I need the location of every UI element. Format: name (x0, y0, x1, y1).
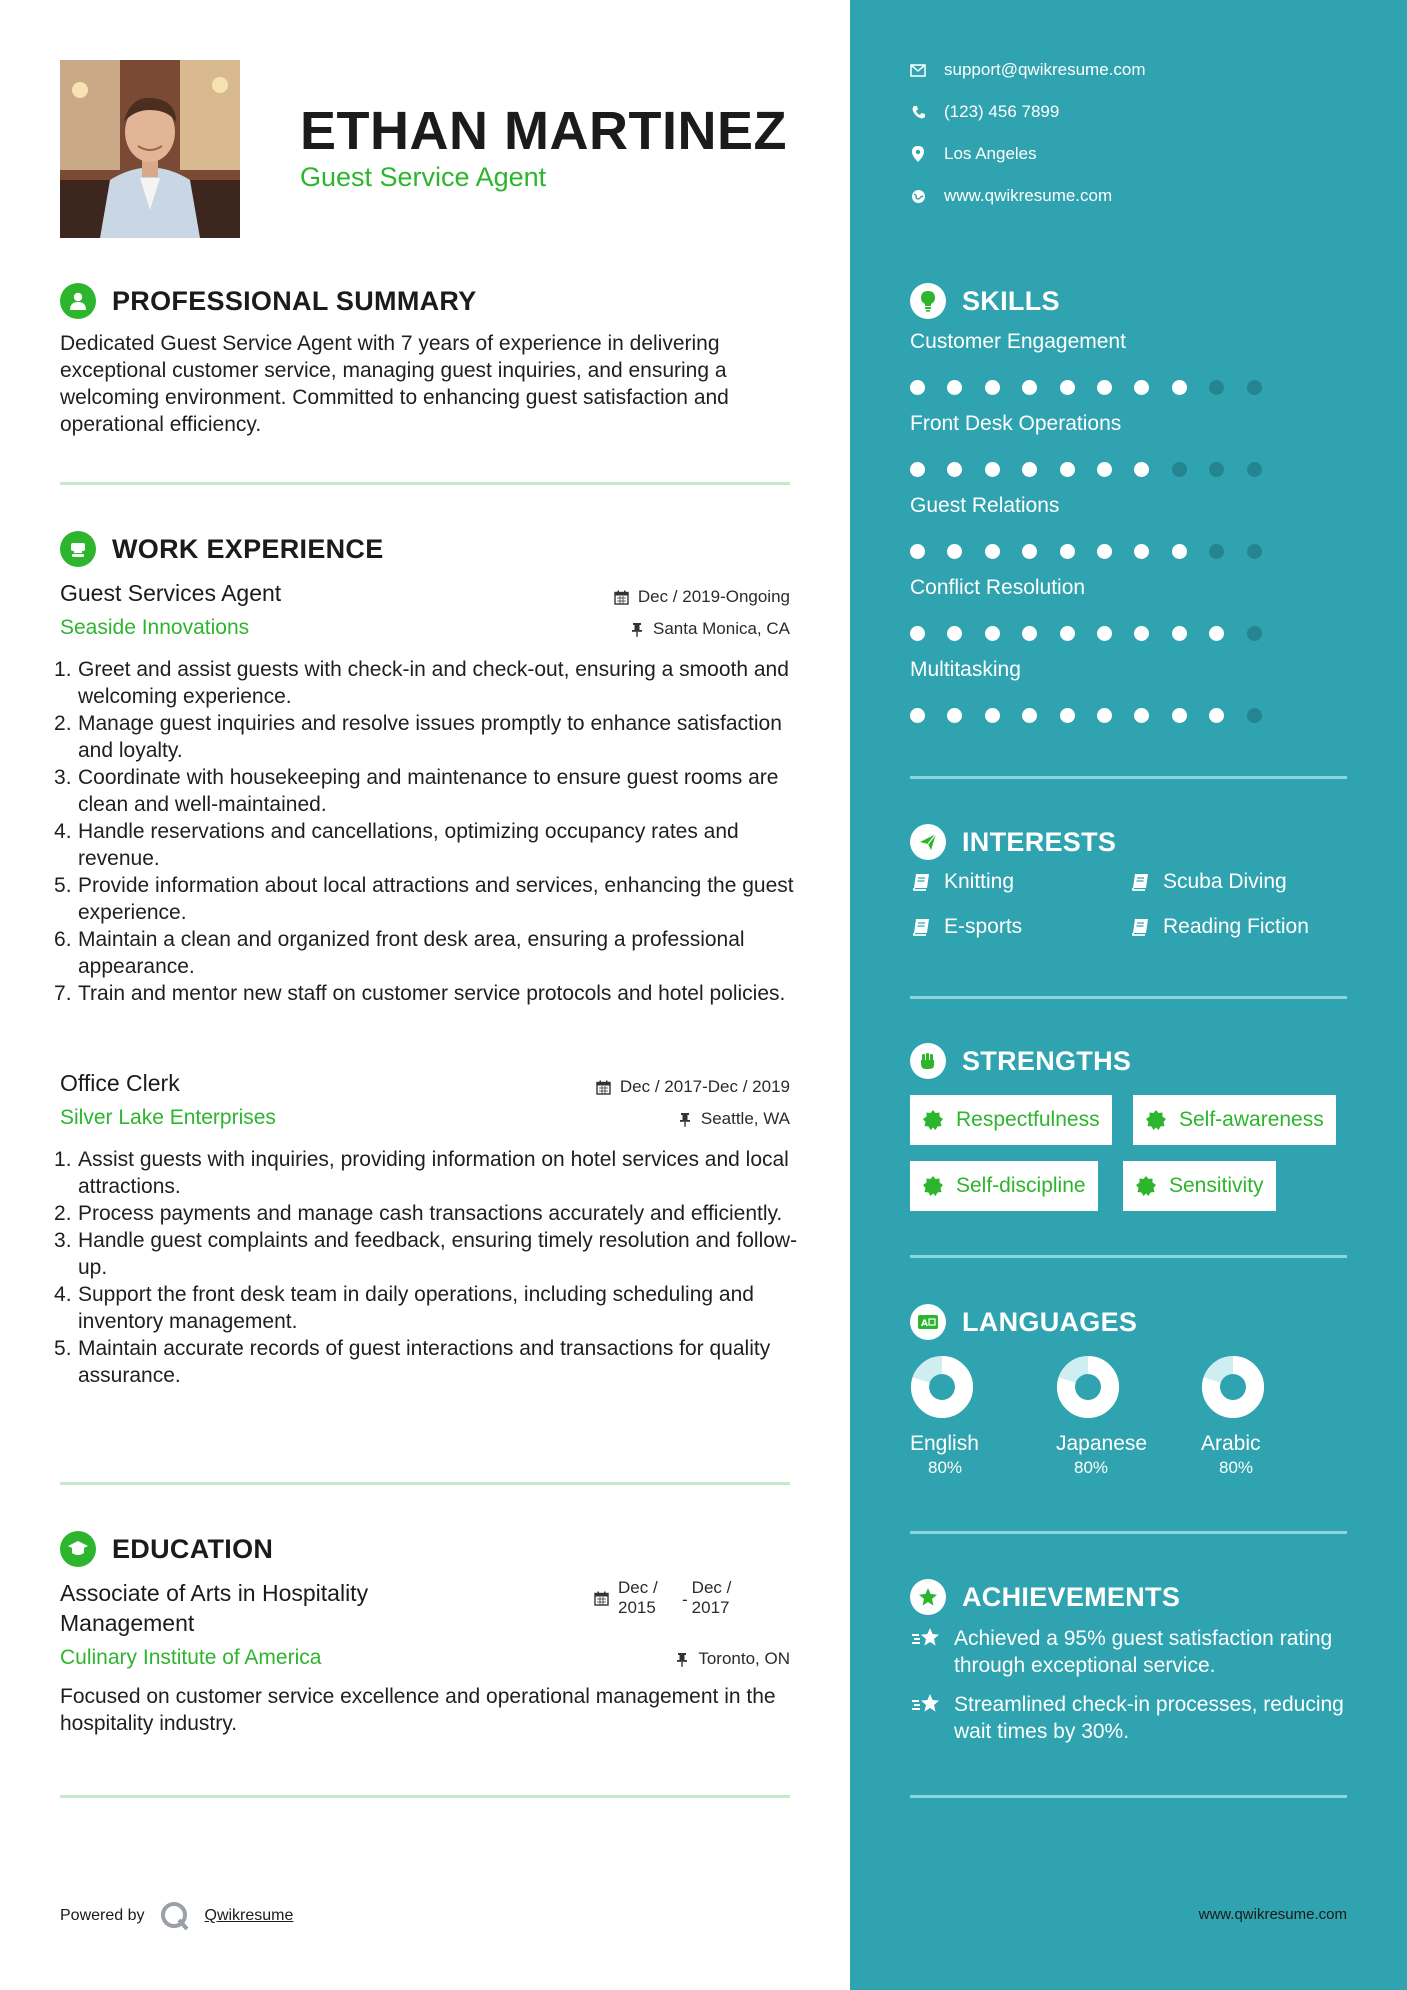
strength-chip (1133, 1095, 1336, 1145)
language-item (910, 1355, 1020, 1478)
skill-rating (910, 380, 1284, 395)
profile-photo (60, 60, 240, 238)
language-progress-ring (910, 1355, 974, 1419)
date-separator: - (682, 1590, 688, 1609)
sidebar (850, 0, 1407, 1990)
achievement-text: Streamlined check-in processes, reducing wait times by 30%. (954, 1693, 1344, 1743)
summary-text: Dedicated Guest Service Agent with 7 years of experience in delivering exceptional customer service, managing guest inquiries, and ensuring a welcoming environment. Committed to enhancing guest satisfaction and operational efficiency. (60, 332, 729, 436)
interest-item (910, 870, 1014, 894)
badge-icon (922, 1175, 944, 1197)
skill-name: Conflict Resolution (910, 576, 1086, 599)
rating-dot-filled (1134, 544, 1149, 559)
language-item (1201, 1355, 1311, 1478)
rating-dot-filled (1209, 708, 1224, 723)
pin-icon (629, 621, 645, 637)
rating-dot-filled (1022, 380, 1037, 395)
education-heading (60, 1529, 273, 1569)
languages-title: LANGUAGES (962, 1306, 1138, 1337)
skill-name: Multitasking (910, 658, 1021, 681)
calendar-icon (614, 589, 630, 605)
strengths-title: STRENGTHS (962, 1045, 1132, 1076)
rating-dot-filled (985, 626, 1000, 641)
summary-title: PROFESSIONAL SUMMARY (112, 285, 477, 316)
strengths-heading (910, 1041, 1131, 1081)
rating-dot-filled (1060, 462, 1075, 477)
rating-dot-filled (1060, 544, 1075, 559)
skill-name: Customer Engagement (910, 330, 1126, 353)
rating-dot-filled (947, 708, 962, 723)
job-dates-text: Dec / 2019-Ongoing (637, 587, 790, 606)
strength-label: Self-discipline (956, 1174, 1086, 1197)
qwikresume-link[interactable]: Qwikresume (204, 1907, 294, 1924)
education-start-month: Dec / (618, 1578, 658, 1597)
candidate-name: ETHAN MARTINEZ (300, 101, 787, 161)
skills-heading (910, 281, 1060, 321)
profile-photo-illustration (60, 60, 240, 238)
language-progress-ring (1056, 1355, 1120, 1419)
school-name: Culinary Institute of America (60, 1646, 322, 1669)
rating-dot-empty (1247, 544, 1262, 559)
rating-dot-empty (1209, 462, 1224, 477)
interest-label: Scuba Diving (1163, 870, 1287, 893)
star-badge-icon (910, 1579, 946, 1615)
rating-dot-filled (1097, 380, 1112, 395)
rating-dot-filled (947, 544, 962, 559)
strength-label: Sensitivity (1169, 1174, 1264, 1197)
phone-icon (910, 104, 926, 120)
rating-dot-filled (1172, 380, 1187, 395)
interest-label: Reading Fiction (1163, 915, 1309, 938)
contact-website[interactable] (910, 186, 1112, 206)
list-item: Maintain accurate records of guest interactions and transactions for quality assurance. (78, 1337, 771, 1387)
language-name: Japanese (1056, 1432, 1148, 1455)
map-pin-icon (910, 146, 926, 162)
interest-item (910, 915, 1022, 939)
paper-plane-icon (910, 824, 946, 860)
list-item: Train and mentor new staff on customer service protocols and hotel policies. (78, 982, 786, 1005)
achievements-heading (910, 1577, 1180, 1617)
rating-dot-filled (1022, 544, 1037, 559)
rating-dot-filled (1134, 626, 1149, 641)
rating-dot-filled (1172, 708, 1187, 723)
pin-icon (674, 1651, 690, 1667)
qwikresume-logo-icon (159, 1900, 191, 1932)
achievement-item (910, 1625, 1350, 1679)
interest-label: Knitting (944, 870, 1015, 893)
badge-icon (1135, 1175, 1157, 1197)
rating-dot-filled (1097, 544, 1112, 559)
language-percent: 80% (1073, 1458, 1109, 1477)
section-divider (910, 1255, 1347, 1258)
candidate-role: Guest Service Agent (300, 162, 547, 192)
job-location-text: Seattle, WA (700, 1109, 790, 1128)
book-icon (910, 916, 932, 938)
rating-dot-filled (1060, 626, 1075, 641)
interest-item (1129, 915, 1309, 939)
strength-chip (910, 1095, 1112, 1145)
list-item: Support the front desk team in daily operations, including scheduling and inventory management. (78, 1283, 754, 1333)
section-divider (60, 1482, 790, 1485)
section-divider (910, 1795, 1347, 1798)
rating-dot-empty (1172, 462, 1187, 477)
rating-dot-filled (1022, 708, 1037, 723)
footer-powered-by (60, 1900, 293, 1932)
education-title: EDUCATION (112, 1533, 274, 1564)
contact-phone[interactable] (910, 102, 1059, 122)
job-dates (596, 1077, 790, 1097)
rating-dot-filled (985, 380, 1000, 395)
language-percent: 80% (927, 1458, 963, 1477)
fist-icon (910, 1043, 946, 1079)
list-item: Coordinate with housekeeping and maintenance to ensure guest rooms are clean and well-maintained. (78, 766, 779, 816)
interest-item (1129, 870, 1287, 894)
education-start-year: 2015 (618, 1598, 656, 1617)
skill-rating (910, 462, 1284, 477)
footer-website[interactable]: www.qwikresume.com (1198, 1906, 1347, 1923)
list-item: Maintain a clean and organized front desk area, ensuring a professional appearance. (78, 928, 745, 978)
rating-dot-filled (1097, 626, 1112, 641)
rating-dot-filled (1172, 544, 1187, 559)
list-item: Handle guest complaints and feedback, ensuring timely resolution and follow-up. (78, 1229, 798, 1279)
rating-dot-empty (1247, 380, 1262, 395)
rating-dot-filled (1134, 708, 1149, 723)
rating-dot-filled (910, 544, 925, 559)
globe-icon (910, 188, 926, 204)
rating-dot-filled (1209, 626, 1224, 641)
language-percent: 80% (1218, 1458, 1254, 1477)
email-text: support@qwikresume.com (944, 60, 1146, 79)
skill-rating (910, 626, 1284, 641)
svg-text:A: A (921, 1319, 928, 1329)
rating-dot-filled (1172, 626, 1187, 641)
interests-title: INTERESTS (962, 826, 1117, 857)
section-divider (910, 1531, 1347, 1534)
rating-dot-filled (1022, 462, 1037, 477)
section-divider (60, 1795, 790, 1798)
rating-dot-filled (1060, 708, 1075, 723)
job-dates (614, 587, 790, 607)
rating-dot-empty (1247, 626, 1262, 641)
section-divider (910, 996, 1347, 999)
rating-dot-filled (947, 380, 962, 395)
rating-dot-filled (1134, 380, 1149, 395)
achievements-title: ACHIEVEMENTS (962, 1581, 1181, 1612)
achievement-text: Achieved a 95% guest satisfaction rating through exceptional service. (954, 1627, 1333, 1677)
rating-dot-filled (985, 544, 1000, 559)
languages-heading (910, 1302, 1137, 1342)
rating-dot-filled (910, 626, 925, 641)
language-name: Arabic (1201, 1432, 1261, 1455)
summary-heading (60, 281, 477, 321)
achievement-item (910, 1691, 1350, 1745)
website-text: www.qwikresume.com (944, 186, 1113, 205)
rating-dot-filled (985, 708, 1000, 723)
rating-dot-filled (1060, 380, 1075, 395)
badge-icon (1145, 1109, 1167, 1131)
calendar-icon (596, 1079, 612, 1095)
job-dates-text: Dec / 2017-Dec / 2019 (619, 1077, 790, 1096)
section-divider (910, 776, 1347, 779)
education-start (618, 1578, 664, 1618)
envelope-icon (910, 62, 926, 78)
lightbulb-icon (910, 283, 946, 319)
job-duties-list (54, 1146, 799, 1389)
strength-chip (1123, 1161, 1276, 1211)
rating-dot-filled (910, 708, 925, 723)
skills-title: SKILLS (962, 285, 1060, 316)
experience-heading (60, 529, 384, 569)
phone-text: (123) 456 7899 (944, 102, 1060, 121)
skill-name: Guest Relations (910, 494, 1060, 517)
job-location (629, 619, 790, 639)
skill-rating (910, 708, 1284, 723)
language-icon (910, 1304, 946, 1340)
strength-chip (910, 1161, 1098, 1211)
education-description: Focused on customer service excellence and operational management in the hospitality industry. (60, 1685, 776, 1735)
shooting-star-icon (910, 1625, 942, 1653)
rating-dot-filled (1097, 462, 1112, 477)
skill-name: Front Desk Operations (910, 412, 1122, 435)
section-divider (60, 482, 790, 485)
pin-icon (677, 1111, 693, 1127)
list-item: Handle reservations and cancellations, optimizing occupancy rates and revenue. (78, 820, 739, 870)
education-location (674, 1649, 790, 1669)
rating-dot-filled (1022, 626, 1037, 641)
rating-dot-empty (1209, 544, 1224, 559)
language-item (1056, 1355, 1166, 1478)
book-icon (1129, 871, 1151, 893)
rating-dot-filled (910, 462, 925, 477)
contact-location (910, 144, 1037, 164)
rating-dot-empty (1209, 380, 1224, 395)
rating-dot-filled (947, 626, 962, 641)
job-duties-list (54, 656, 799, 1007)
education-dates (594, 1578, 738, 1618)
list-item: Manage guest inquiries and resolve issues promptly to enhance satisfaction and loyalty. (78, 712, 782, 762)
language-progress-ring (1201, 1355, 1265, 1419)
rating-dot-filled (985, 462, 1000, 477)
list-item: Assist guests with inquiries, providing information on hotel services and local attractions. (78, 1148, 789, 1198)
rating-dot-empty (1247, 462, 1262, 477)
location-text: Los Angeles (944, 144, 1037, 163)
degree-title: Associate of Arts in Hospitality Management (60, 1580, 369, 1636)
list-item: Greet and assist guests with check-in and check-out, ensuring a smooth and welcoming experience. (78, 658, 789, 708)
book-icon (910, 871, 932, 893)
calendar-icon (594, 1591, 610, 1607)
badge-icon (922, 1109, 944, 1131)
book-icon (1129, 916, 1151, 938)
language-name: English (910, 1432, 979, 1455)
rating-dot-empty (1247, 708, 1262, 723)
education-end-year: 2017 (691, 1598, 730, 1617)
graduation-cap-icon (60, 1531, 96, 1567)
job-location (677, 1109, 790, 1129)
job-title: Guest Services Agent (60, 580, 282, 606)
contact-email[interactable] (910, 60, 1146, 80)
rating-dot-filled (1134, 462, 1149, 477)
list-item: Provide information about local attractions and services, enhancing the guest experience. (78, 874, 794, 924)
strength-label: Respectfulness (956, 1108, 1100, 1131)
job-title: Office Clerk (60, 1070, 180, 1096)
skill-rating (910, 544, 1284, 559)
experience-title: WORK EXPERIENCE (112, 533, 384, 564)
education-end (692, 1578, 738, 1618)
job-company: Silver Lake Enterprises (60, 1106, 276, 1129)
education-end-month: Dec / (691, 1578, 732, 1597)
rating-dot-filled (910, 380, 925, 395)
interests-heading (910, 822, 1116, 862)
job-location-text: Santa Monica, CA (652, 619, 790, 638)
list-item: Process payments and manage cash transactions accurately and efficiently. (78, 1202, 783, 1225)
education-location-text: Toronto, ON (698, 1649, 790, 1668)
powered-by-label: Powered by (60, 1907, 145, 1924)
rating-dot-filled (947, 462, 962, 477)
interest-label: E-sports (944, 915, 1023, 938)
briefcase-icon (60, 531, 96, 567)
shooting-star-icon (910, 1691, 942, 1719)
user-icon (60, 283, 96, 319)
strength-label: Self-awareness (1179, 1108, 1324, 1131)
rating-dot-filled (1097, 708, 1112, 723)
job-company: Seaside Innovations (60, 616, 250, 639)
